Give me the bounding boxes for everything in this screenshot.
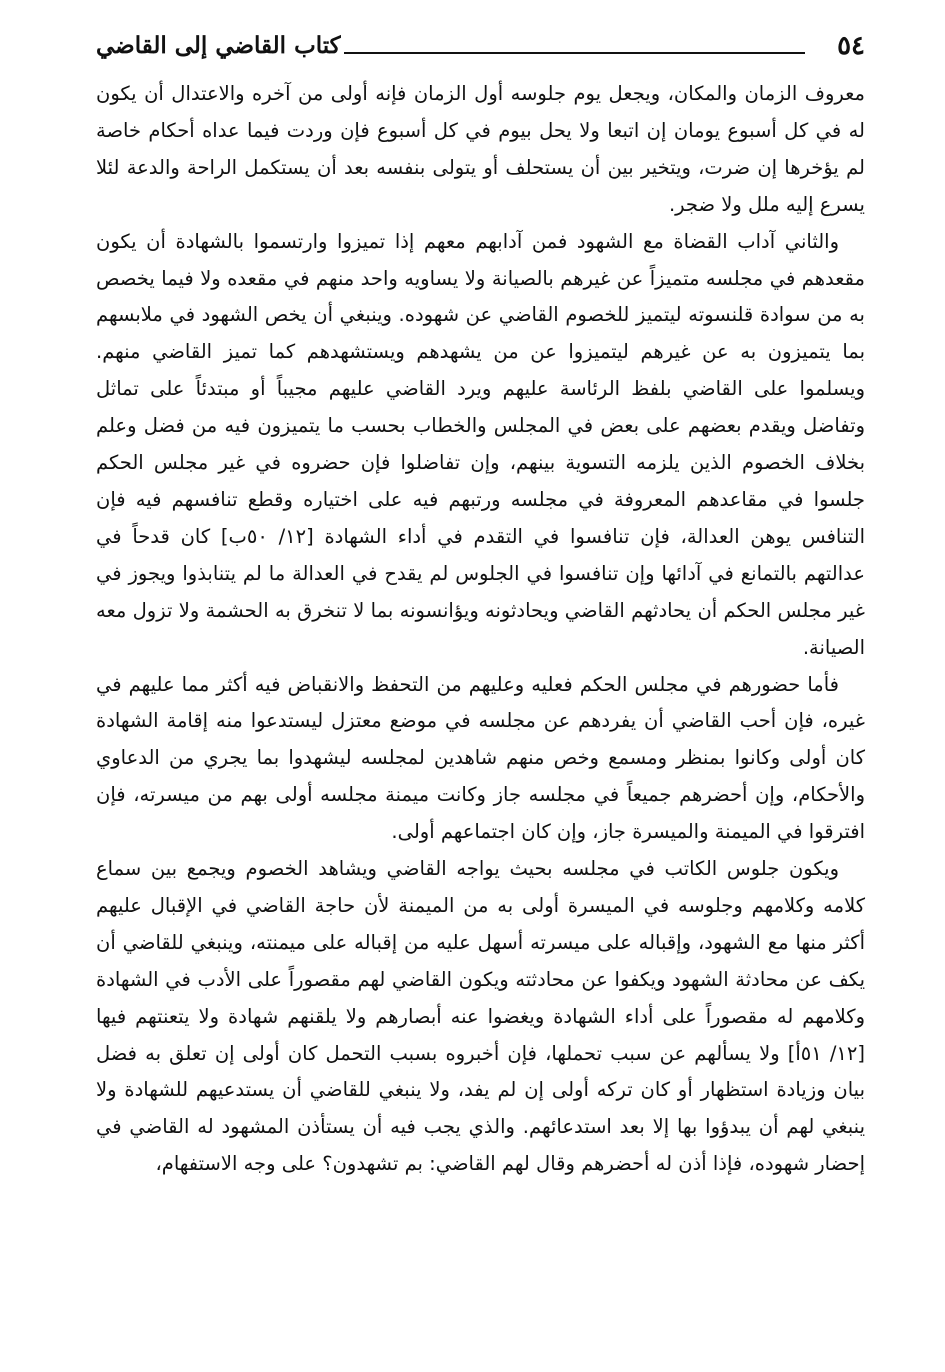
- paragraph-1: معروف الزمان والمكان، ويجعل يوم جلوسه أول الزمان فإنه أولى من آخره والاعتدال أن يكون له في كل أسبوع يومان إن اتبعا ولا يحل بيوم في كل أسبوع فإن وردت فيما عداه أحكام خاصة لم يؤخرها إن ضرت، ويتخير بين أن يستحلف أو يتولى بنفسه بعد أن يستكمل الراحة والدعة لئلا يسرع إليه ملل ولا ضجر.: [96, 82, 865, 216]
- header-rule: [344, 52, 805, 54]
- page-number: ٥٤: [837, 31, 865, 61]
- page-header: [96, 26, 865, 66]
- paragraph-2: والثاني آداب القضاة مع الشهود فمن آدابهم معهم إذا تميزوا وارتسموا بالشهادة أن يكون مقعدهم في مجلسه متميزاً عن غيرهم بالصيانة ولا يساويه واحد منهم في مقعده ولا فيما يخصص به من سوادة قلنسوته ليتميز للخصوم القاضي عن شهوده. وينبغي أن يخص الشهود في ملابسهم بما يتميزون به عن غيرهم ليتميزوا عن من يشهدهم ويستشهدهم كما تميز القاضي منهم. ويسلموا على القاضي بلفظ الرئاسة عليهم ويرد القاضي عليهم مجيباً أو مبتدئاً على تماثل وتفاضل ويقدم بعضهم على بعض في المجلس والخطاب بحسب ما يتميزون فيه من فضل وعلم بخلاف الخصوم الذين يلزمه التسوية بينهم، وإن تفاضلوا فإن حضروه في غير مجلس الحكم جلسوا في مقاعدهم المعروفة في مجلسه ورتبهم فيه على اختياره وقطع تنافسهم فيه فإن التنافس يوهن العدالة، فإن تنافسوا في التقدم في أداء الشهادة [١٢/ ٥٠ب] كان قدحاً في عدالتهم بالتمانع في آدائها وإن تنافسوا في الجلوس لم يقدح في العدالة ما لم يتنابذوا ويجوز في غير مجلس الحكم أن يحادثهم القاضي ويحادثونه ويؤانسونه بما لا تنخرق به الحشمة ولا تزول معه الصيانة.: [96, 229, 865, 659]
- running-title: كتاب القاضي إلى القاضي: [96, 32, 341, 59]
- paragraph-4: ويكون جلوس الكاتب في مجلسه بحيث يواجه القاضي ويشاهد الخصوم ويجمع بين سماع كلامه وكلامهم وجلوسه في الميسرة أولى به من الميمنة لأن حاجة القاضي في الإقبال عليهم أكثر منها مع الشهود، وإقباله على ميسرته أسهل عليه من إقباله على ميمنته، وينبغي للقاضي أن يكف عن محادثة الشهود ويكفوا عن محادثته ويكون القاضي لهم مقصوراً على الأدب في الشهادة وكلامهم له مقصوراً على أداء الشهادة ويغضوا عنه أبصارهم ولا يلقنهم شهادة ولا يتعنتهم فيها [١٢/ ٥١أ] ولا يسألهم عن سبب تحملها، فإن أخبروه بسبب التحمل كان أولى إن تعلق به فضل بيان وزيادة استظهار أو كان تركه أولى إن لم يفد، ولا ينبغي للقاضي أن يستدعيهم للشهادة ولا ينبغي لهم أن يبدؤوا بها إلا بعد استدعائهم. والذي يجب فيه أن يستأذن المشهود له القاضي في إحضار شهوده، فإذا أذن له أحضرهم وقال لهم القاضي: بم تشهدون؟ على وجه الاستفهام،: [96, 857, 865, 1176]
- paragraph-3: فأما حضورهم في مجلس الحكم فعليه وعليهم من التحفظ والانقباض فيه أكثر مما عليهم في غيره، فإن أحب القاضي أن يفردهم عن مجلسه في موضع معتزل ليستدعوا منه إقامة الشهادة كان أولى وكانوا بمنظر ومسمع وخص منهم شاهدين لمجلسه ليشهدوا بما يجري من الدعاوي والأحكام، وإن أحضرهم جميعاً في مجلسه جاز وكانت ميمنة مجلسه أولى بهم من ميسرته، فإن افترقوا في الميمنة والميسرة جاز، وإن كان اجتماعهم أولى.: [96, 672, 865, 844]
- page-body: [96, 76, 865, 1183]
